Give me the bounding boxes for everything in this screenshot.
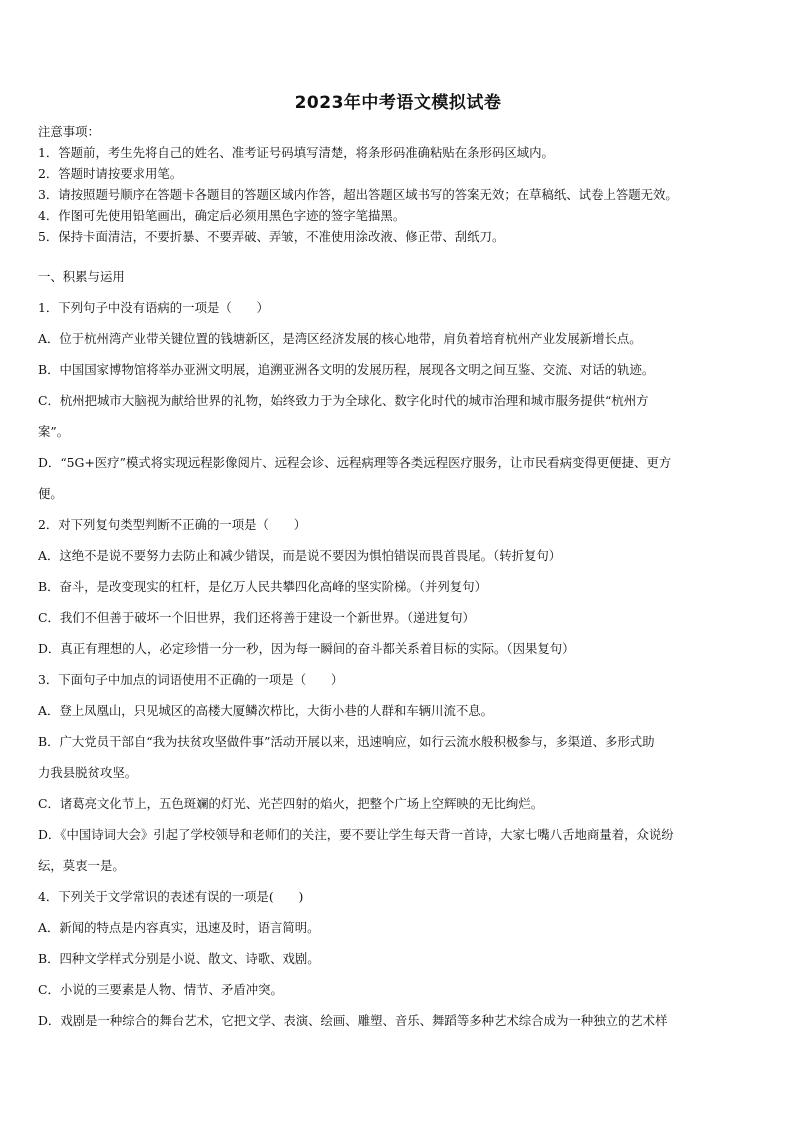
question-1-option-d: D．“5G+医疗”模式将实现远程影像阅片、远程会诊、远程病理等各类远程医疗服务，让市民看病变得更便捷、更方 bbox=[38, 455, 672, 470]
notice-item: 2．答题时请按要求用笔。 bbox=[38, 166, 183, 181]
question-3-stem: 3．下面句子中加点的词语使用不正确的一项是（ ） bbox=[38, 672, 344, 687]
question-2-option-b: B．奋斗，是改变现实的杠杆，是亿万人民共攀四化高峰的坚实阶梯。（并列复句） bbox=[38, 579, 487, 594]
notice-block bbox=[38, 121, 758, 247]
question-4-option-c: C．小说的三要素是人物、情节、矛盾冲突。 bbox=[38, 982, 283, 997]
question-1-option-c-cont: 案”。 bbox=[38, 424, 70, 439]
question-3-option-b: B．广大党员干部自“我为扶贫攻坚做件事”活动开展以来，迅速响应，如行云流水般积极参与，多渠道、多形式助 bbox=[38, 734, 655, 749]
question-2-option-d: D．真正有理想的人，必定珍惜一分一秒，因为每一瞬间的奋斗都关系着目标的实际。（因果复句） bbox=[38, 641, 575, 656]
question-1-option-b: B．中国国家博物馆将举办亚洲文明展，追溯亚洲各文明的发展历程，展现各文明之间互鉴、交流、对话的轨迹。 bbox=[38, 362, 655, 377]
question-1-stem: 1．下列句子中没有语病的一项是（ ） bbox=[38, 300, 269, 315]
question-1-option-c: C．杭州把城市大脑视为献给世界的礼物，始终致力于为全球化、数字化时代的城市治理和城市服务提供“杭州方 bbox=[38, 393, 649, 408]
question-2-option-c: C．我们不但善于破坏一个旧世界，我们还将善于建设一个新世界。（递进复句） bbox=[38, 610, 475, 625]
notice-item: 3．请按照题号顺序在答题卡各题目的答题区域内作答，超出答题区域书写的答案无效；在草稿纸、试卷上答题无效。 bbox=[38, 187, 678, 202]
notice-heading: 注意事项： bbox=[38, 124, 100, 139]
page-title: 2023年中考语文模拟试卷 bbox=[294, 93, 502, 113]
question-3-option-a: A．登上凤凰山，只见城区的高楼大厦鳞次栉比，大街小巷的人群和车辆川流不息。 bbox=[38, 703, 494, 718]
section-heading: 一、积累与运用 bbox=[38, 269, 125, 284]
notice-item: 5．保持卡面清洁，不要折暴、不要弄破、弄皱，不准使用涂改液、修正带、刮纸刀。 bbox=[38, 229, 505, 244]
question-2-stem: 2．对下列复句类型判断不正确的一项是（ ） bbox=[38, 517, 307, 532]
notice-item: 4．作图可先使用铅笔画出，确定后必须用黑色字迹的签字笔描黑。 bbox=[38, 208, 406, 223]
question-1-option-a: A．位于杭州湾产业带关键位置的钱塘新区，是湾区经济发展的核心地带，肩负着培育杭州产业发展新增长点。 bbox=[38, 331, 642, 346]
question-2-option-a: A．这绝不是说不要努力去防止和减少错误，而是说不要因为惧怕错误而畏首畏尾。（转折复句） bbox=[38, 548, 562, 563]
question-3-option-d-cont: 纭，莫衷一是。 bbox=[38, 858, 125, 873]
question-3-option-b-cont: 力我县脱贫攻坚。 bbox=[38, 765, 138, 780]
question-4-stem: 4．下列关于文学常识的表述有误的一项是( ) bbox=[38, 889, 304, 904]
questions-block bbox=[38, 261, 758, 1036]
question-4-option-d: D．戏剧是一种综合的舞台艺术，它把文学、表演、绘画、雕塑、音乐、舞蹈等多种艺术综合成为一种独立的艺术样 bbox=[38, 1013, 668, 1028]
question-4-option-b: B．四种文学样式分别是小说、散文、诗歌、戏剧。 bbox=[38, 951, 320, 966]
question-4-option-a: A．新闻的特点是内容真实，迅速及时，语言简明。 bbox=[38, 920, 320, 935]
notice-item: 1．答题前，考生先将自己的姓名、准考证号码填写清楚，将条形码准确粘贴在条形码区域内。 bbox=[38, 145, 554, 160]
question-3-option-c: C．诸葛亮文化节上，五色斑斓的灯光、光芒四射的焰火，把整个广场上空辉映的无比绚烂。 bbox=[38, 796, 544, 811]
question-3-option-d: D．《中国诗词大会》引起了学校领导和老师们的关注，要不要让学生每天背一首诗，大家七嘴八舌地商量着，众说纷 bbox=[38, 827, 674, 842]
question-1-option-d-cont: 便。 bbox=[38, 486, 63, 501]
